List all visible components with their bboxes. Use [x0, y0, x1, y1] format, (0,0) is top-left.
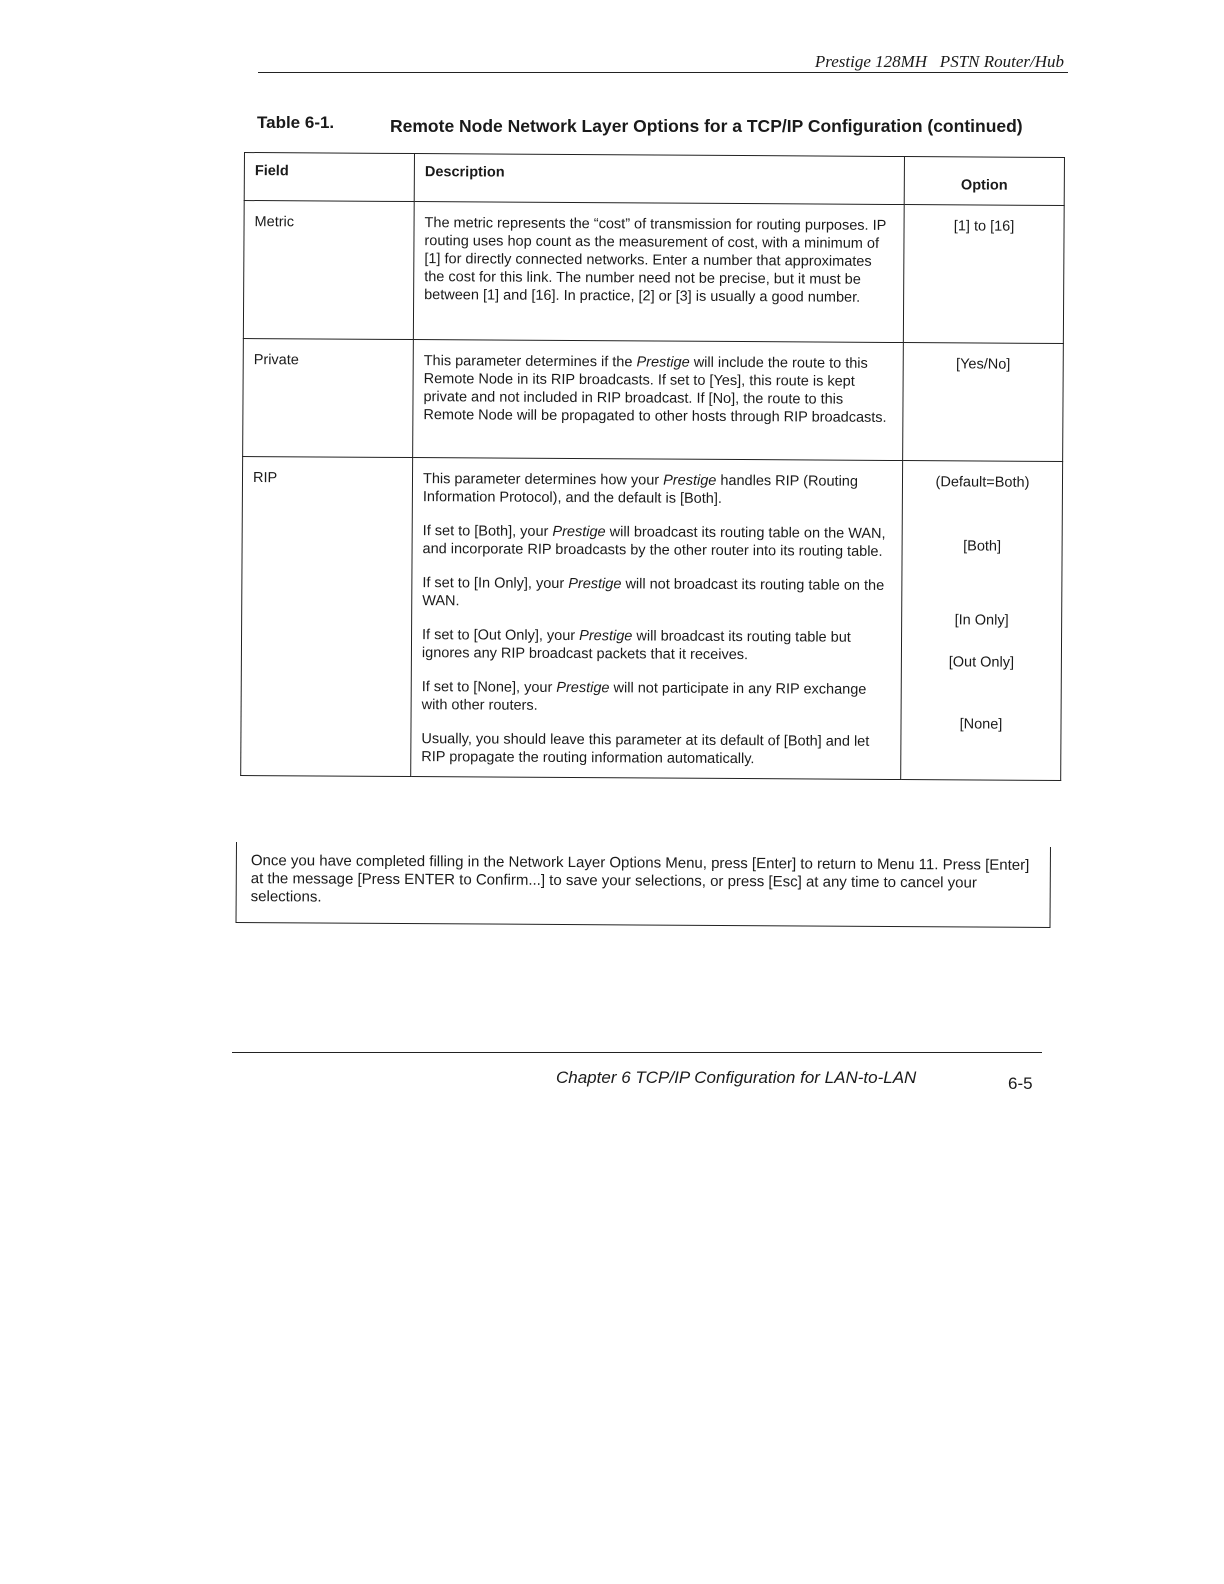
option-value: [Out Only]	[948, 654, 1015, 671]
description-text: If set to [In Only], your	[422, 575, 569, 592]
description-paragraph	[423, 352, 892, 427]
option-value: [1] to [16]	[953, 218, 1015, 235]
description-cell	[413, 340, 904, 461]
description-text: If set to [Both], your	[422, 523, 553, 540]
description-text: will include the route to this Remote Node in its RIP broadcasts. If set to [Yes], this route is kept private and not included in RIP broadcast. If [No], the route to this Remote Node will be propagated to other hosts through RIP broadcasts.	[423, 354, 887, 426]
table-row-metric	[243, 201, 1064, 344]
table-note: Once you have completed filling in the Network Layer Options Menu, press [Enter] to return to Menu 11. Press [Enter] at the message [Press ENTER to Confirm...] to save your selections, or press [Esc] at any time to cancel your selections.	[236, 842, 1051, 928]
footer-rule	[232, 1052, 1042, 1053]
description-cell	[411, 458, 903, 780]
column-header-description: Description	[414, 154, 904, 205]
product-name: Prestige	[579, 628, 633, 645]
column-header-option: Option	[904, 157, 1064, 206]
description-text: handles RIP (Routing Information Protocol), and the default is [Both].	[422, 472, 859, 507]
option-cell	[901, 461, 1063, 781]
description-text: Usually, you should leave this parameter at its default of [Both] and let RIP propagate the routing information automatically.	[421, 731, 870, 768]
description-text: This parameter determines how your	[422, 471, 664, 489]
product-name: Prestige	[552, 523, 606, 541]
description-text: will not broadcast its routing table on the WAN.	[422, 576, 885, 610]
table-header-row	[244, 153, 1064, 206]
description-text: If set to [None], your	[421, 679, 557, 696]
description-paragraph	[421, 730, 890, 769]
description-text: The metric represents the “cost” of transmission for routing purposes. IP routing uses hop count as the measurement of cost, with a minimum of [1] for directly connected networks. Enter a number that approximates the cost for this link. The number need not be precise, but it must be between [1] and [16]. In practice, [2] or [3] is usually a good number.	[424, 215, 887, 306]
description-paragraph	[423, 522, 892, 561]
page-number: 6-5	[1008, 1074, 1033, 1093]
option-value: [In Only]	[954, 612, 1009, 629]
option-cell	[903, 343, 1064, 462]
description-paragraph	[422, 574, 891, 613]
field-cell: RIP	[241, 456, 413, 776]
description-text: will not participate in any RIP exchange with other routers.	[421, 680, 867, 714]
description-text: will broadcast its routing table on the WAN, and incorporate RIP broadcasts by the other router into its routing table.	[422, 524, 886, 560]
options-table	[240, 152, 1065, 781]
option-value: [Yes/No]	[956, 356, 1011, 373]
description-text: will broadcast its routing table but ignores any RIP broadcast packets that it receives.	[421, 628, 851, 664]
table-row-private	[243, 338, 1064, 461]
description-cell	[413, 202, 904, 343]
product-name: Prestige	[556, 679, 610, 697]
description-paragraph	[422, 678, 891, 717]
option-value: [Both]	[963, 538, 1002, 555]
option-value: (Default=Both)	[935, 474, 1030, 491]
description-paragraph	[424, 214, 894, 307]
table-caption-number: Table 6-1.	[257, 113, 335, 132]
description-text: If set to [Out Only], your	[422, 627, 580, 645]
table-caption-title: Remote Node Network Layer Options for a TCP/IP Configuration (continued)	[390, 116, 1023, 136]
option-value: [None]	[959, 716, 1003, 733]
product-name: Prestige	[663, 472, 717, 489]
header-title: Prestige 128MH PSTN Router/Hub	[814, 52, 1064, 71]
description-text: This parameter determines if the	[423, 353, 637, 371]
table-row-rip	[241, 456, 1063, 780]
product-name: Prestige	[636, 354, 690, 371]
field-cell: Private	[243, 338, 414, 457]
column-header-field: Field	[244, 153, 414, 202]
product-name: Prestige	[568, 575, 622, 593]
description-paragraph	[423, 470, 892, 509]
description-paragraph	[422, 626, 891, 665]
header-rule	[258, 72, 1068, 73]
footer-chapter-title: Chapter 6 TCP/IP Configuration for LAN-to-LAN	[556, 1068, 917, 1087]
field-cell: Metric	[243, 201, 414, 340]
option-cell	[903, 205, 1064, 344]
